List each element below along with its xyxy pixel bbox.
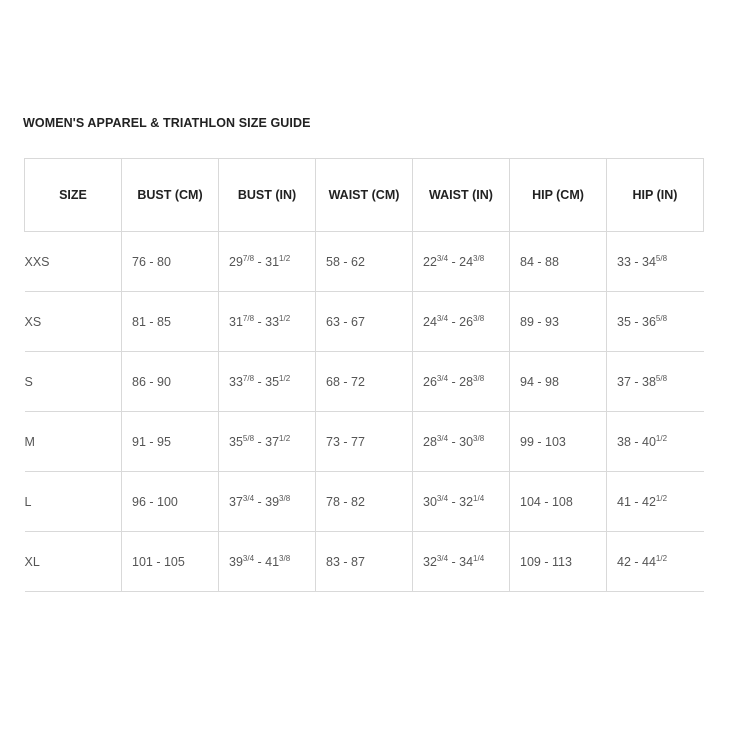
waist-cm-cell: 73 - 77 (316, 412, 413, 472)
range-end-fraction: 1/2 (655, 433, 668, 443)
range-end: 31 (265, 254, 280, 269)
range-end: 38 (642, 374, 656, 389)
range-end: 36 (642, 314, 656, 329)
range-end: 32 (459, 494, 474, 509)
hip-in-cell (607, 412, 704, 472)
range-separator: - (254, 374, 266, 389)
bust-in-cell (219, 532, 316, 592)
column-header-bust-in: BUST (IN) (219, 159, 316, 232)
range-separator: - (254, 554, 266, 569)
range-start-fraction: 3/4 (436, 253, 449, 263)
hip-in-cell (607, 532, 704, 592)
size-guide-table (24, 158, 704, 592)
range-separator: - (630, 314, 643, 329)
hip-cm-cell: 104 - 108 (510, 472, 607, 532)
range-end: 37 (265, 434, 280, 449)
range-end-fraction: 1/2 (655, 553, 668, 563)
range-end-fraction: 1/2 (279, 373, 291, 383)
size-cell: M (25, 412, 122, 472)
size-cell: XS (25, 292, 122, 352)
page-title: WOMEN'S APPAREL & TRIATHLON SIZE GUIDE (23, 116, 311, 130)
table-row (25, 352, 704, 412)
hip-in-cell (607, 352, 704, 412)
range-end: 24 (459, 254, 474, 269)
table-header-row (25, 159, 704, 232)
range-start: 42 (617, 554, 631, 569)
range-start-fraction: 7/8 (242, 313, 255, 323)
bust-cm-cell: 91 - 95 (122, 412, 219, 472)
bust-in-cell (219, 472, 316, 532)
range-separator: - (254, 494, 266, 509)
waist-in-cell (413, 232, 510, 292)
range-separator: - (630, 254, 643, 269)
range-start-fraction: 3/4 (436, 553, 449, 563)
range-separator: - (448, 554, 460, 569)
hip-cm-cell: 94 - 98 (510, 352, 607, 412)
range-end: 28 (459, 374, 474, 389)
bust-in-cell (219, 292, 316, 352)
range-end-fraction: 5/8 (655, 373, 668, 383)
range-start: 35 (617, 314, 631, 329)
bust-cm-cell: 81 - 85 (122, 292, 219, 352)
waist-cm-cell: 58 - 62 (316, 232, 413, 292)
range-start-fraction: 3/4 (436, 313, 449, 323)
table-row (25, 232, 704, 292)
bust-in-cell (219, 412, 316, 472)
range-start: 37 (617, 374, 631, 389)
column-header-waist-cm: WAIST (CM) (316, 159, 413, 232)
range-separator: - (630, 374, 643, 389)
range-separator: - (448, 434, 460, 449)
range-start: 26 (423, 374, 437, 389)
table-row (25, 412, 704, 472)
range-start: 39 (229, 554, 243, 569)
bust-in-cell (219, 352, 316, 412)
waist-cm-cell: 78 - 82 (316, 472, 413, 532)
range-start-fraction: 3/4 (242, 493, 255, 503)
column-header-bust-cm: BUST (CM) (122, 159, 219, 232)
range-end-fraction: 1/2 (655, 493, 668, 503)
size-cell: XL (25, 532, 122, 592)
range-end: 41 (265, 554, 280, 569)
range-start: 22 (423, 254, 437, 269)
column-header-size: SIZE (25, 159, 122, 232)
column-header-hip-in: HIP (IN) (607, 159, 704, 232)
waist-in-cell (413, 352, 510, 412)
range-start: 30 (423, 494, 437, 509)
range-end: 26 (459, 314, 474, 329)
waist-cm-cell: 83 - 87 (316, 532, 413, 592)
range-end-fraction: 3/8 (473, 433, 485, 443)
waist-in-cell (413, 292, 510, 352)
range-start: 32 (423, 554, 437, 569)
range-end-fraction: 3/8 (279, 553, 291, 563)
range-end-fraction: 1/2 (279, 253, 291, 263)
range-separator: - (254, 434, 266, 449)
size-cell: S (25, 352, 122, 412)
range-end: 33 (265, 314, 280, 329)
range-separator: - (630, 554, 643, 569)
waist-cm-cell: 63 - 67 (316, 292, 413, 352)
waist-in-cell (413, 532, 510, 592)
range-end-fraction: 3/8 (473, 313, 485, 323)
range-separator: - (448, 254, 460, 269)
hip-in-cell (607, 292, 704, 352)
waist-in-cell (413, 412, 510, 472)
range-end: 40 (642, 434, 656, 449)
waist-cm-cell: 68 - 72 (316, 352, 413, 412)
range-start: 29 (229, 254, 243, 269)
column-header-hip-cm: HIP (CM) (510, 159, 607, 232)
range-start-fraction: 3/4 (436, 373, 449, 383)
range-end: 35 (265, 374, 280, 389)
range-end-fraction: 1/2 (279, 313, 291, 323)
range-start-fraction: 3/4 (436, 433, 449, 443)
range-end-fraction: 3/8 (473, 253, 485, 263)
range-start: 31 (229, 314, 243, 329)
range-separator: - (630, 434, 643, 449)
size-cell: L (25, 472, 122, 532)
range-separator: - (254, 314, 266, 329)
range-start-fraction: 5/8 (242, 433, 255, 443)
range-start: 38 (617, 434, 631, 449)
hip-in-cell (607, 232, 704, 292)
range-start: 33 (617, 254, 631, 269)
range-end: 30 (459, 434, 474, 449)
range-start: 41 (617, 494, 631, 509)
hip-cm-cell: 99 - 103 (510, 412, 607, 472)
range-start: 37 (229, 494, 243, 509)
bust-in-cell (219, 232, 316, 292)
range-end-fraction: 3/8 (473, 373, 485, 383)
bust-cm-cell: 86 - 90 (122, 352, 219, 412)
table-row (25, 532, 704, 592)
range-end-fraction: 3/8 (279, 493, 291, 503)
bust-cm-cell: 76 - 80 (122, 232, 219, 292)
column-header-waist-in: WAIST (IN) (413, 159, 510, 232)
hip-in-cell (607, 472, 704, 532)
range-end: 39 (265, 494, 280, 509)
range-separator: - (254, 254, 266, 269)
table-row (25, 292, 704, 352)
range-end-fraction: 5/8 (655, 253, 668, 263)
range-start-fraction: 7/8 (242, 373, 255, 383)
range-separator: - (630, 494, 643, 509)
hip-cm-cell: 89 - 93 (510, 292, 607, 352)
range-end: 34 (459, 554, 474, 569)
range-end-fraction: 1/4 (473, 553, 485, 563)
range-end: 42 (642, 494, 656, 509)
range-start: 24 (423, 314, 437, 329)
range-start: 33 (229, 374, 243, 389)
hip-cm-cell: 84 - 88 (510, 232, 607, 292)
bust-cm-cell: 101 - 105 (122, 532, 219, 592)
range-start-fraction: 3/4 (436, 493, 449, 503)
range-end-fraction: 1/2 (279, 433, 291, 443)
range-start-fraction: 7/8 (242, 253, 255, 263)
range-end: 44 (642, 554, 656, 569)
range-start-fraction: 3/4 (242, 553, 255, 563)
range-separator: - (448, 494, 460, 509)
hip-cm-cell: 109 - 113 (510, 532, 607, 592)
range-start: 35 (229, 434, 243, 449)
range-start: 28 (423, 434, 437, 449)
range-end: 34 (642, 254, 656, 269)
bust-cm-cell: 96 - 100 (122, 472, 219, 532)
table-row (25, 472, 704, 532)
size-cell: XXS (25, 232, 122, 292)
range-separator: - (448, 314, 460, 329)
waist-in-cell (413, 472, 510, 532)
range-end-fraction: 5/8 (655, 313, 668, 323)
range-end-fraction: 1/4 (473, 493, 485, 503)
range-separator: - (448, 374, 460, 389)
